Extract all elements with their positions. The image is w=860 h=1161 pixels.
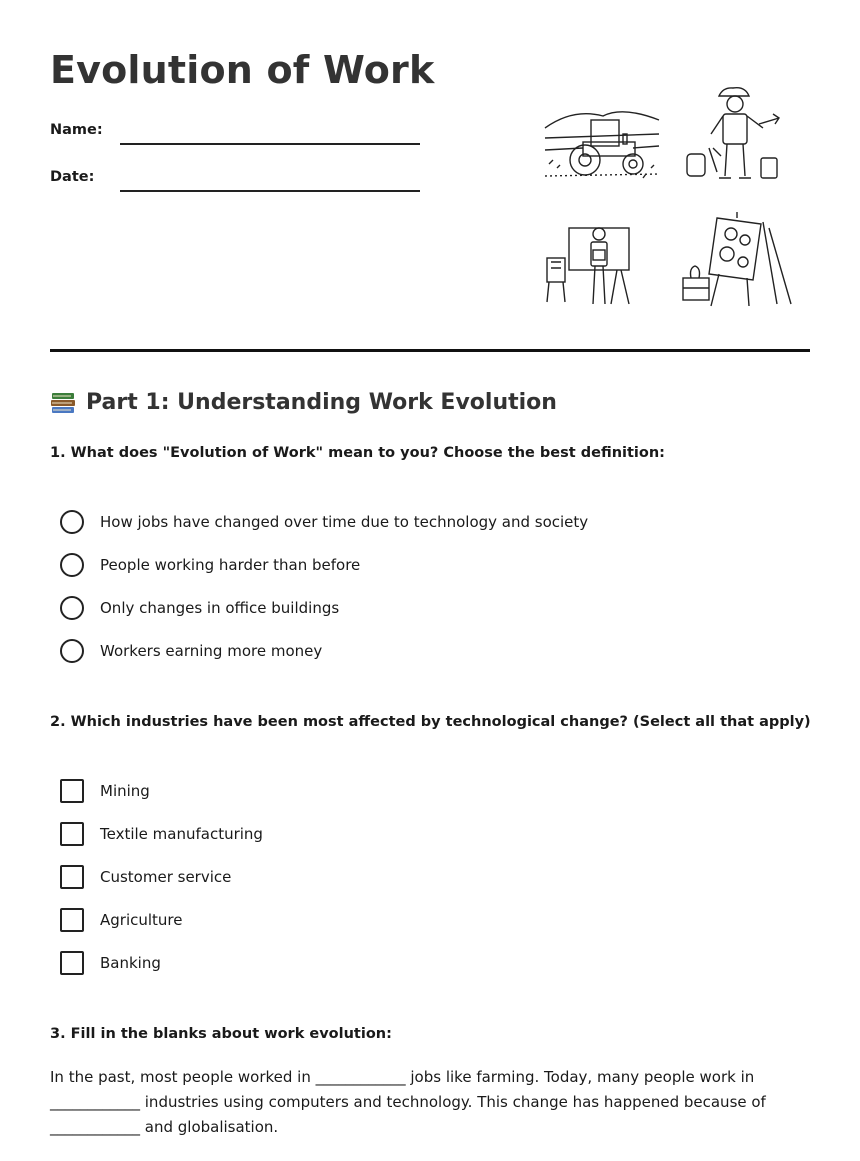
question-3: 3. Fill in the blanks about work evolution:	[50, 1026, 392, 1042]
option-label: Workers earning more money	[100, 642, 323, 660]
q1-option[interactable]	[60, 553, 360, 577]
checkbox[interactable]	[60, 908, 84, 932]
checkbox[interactable]	[60, 951, 84, 975]
radio-button[interactable]	[60, 510, 84, 534]
q2-option[interactable]	[60, 822, 263, 846]
option-label: Textile manufacturing	[100, 825, 263, 843]
teacher-whiteboard-icon	[545, 222, 633, 308]
header-divider	[50, 349, 810, 352]
q1-option[interactable]	[60, 596, 339, 620]
checkbox[interactable]	[60, 865, 84, 889]
option-label: Agriculture	[100, 911, 183, 929]
name-field[interactable]	[120, 143, 420, 145]
option-label: Customer service	[100, 868, 232, 886]
q1-option[interactable]	[60, 510, 588, 534]
q2-option[interactable]	[60, 951, 161, 975]
date-field[interactable]	[120, 190, 420, 192]
option-label: Banking	[100, 954, 161, 972]
q2-option[interactable]	[60, 908, 183, 932]
option-label: Only changes in office buildings	[100, 599, 340, 617]
radio-button[interactable]	[60, 596, 84, 620]
option-label: People working harder than before	[100, 556, 361, 574]
q2-option[interactable]	[60, 779, 150, 803]
artist-easel-icon	[681, 208, 795, 308]
question-2: 2. Which industries have been most affected by technological change? (Select all that apply)	[50, 714, 811, 730]
option-label: How jobs have changed over time due to technology and society	[100, 513, 589, 531]
q1-option[interactable]	[60, 639, 322, 663]
date-label: Date:	[50, 169, 95, 185]
question-1: 1. What does "Evolution of Work" mean to you? Choose the best definition:	[50, 445, 665, 461]
checkbox[interactable]	[60, 779, 84, 803]
page-title: Evolution of Work	[50, 48, 435, 92]
checkbox[interactable]	[60, 822, 84, 846]
section-title-text: Part 1: Understanding Work Evolution	[86, 389, 557, 415]
radio-button[interactable]	[60, 553, 84, 577]
name-label: Name:	[50, 122, 103, 138]
tractor-farm-icon	[543, 98, 661, 182]
option-label: Mining	[100, 782, 150, 800]
q2-option[interactable]	[60, 865, 231, 889]
construction-worker-icon	[683, 84, 787, 184]
books-icon	[50, 389, 76, 415]
fill-in-paragraph: In the past, most people worked in ____________ jobs like farming. Today, many people work in ____________ industries using computers and technology. This change has happened because of ____________ and globalisation.	[50, 1068, 766, 1136]
radio-button[interactable]	[60, 639, 84, 663]
section-title	[50, 389, 557, 415]
